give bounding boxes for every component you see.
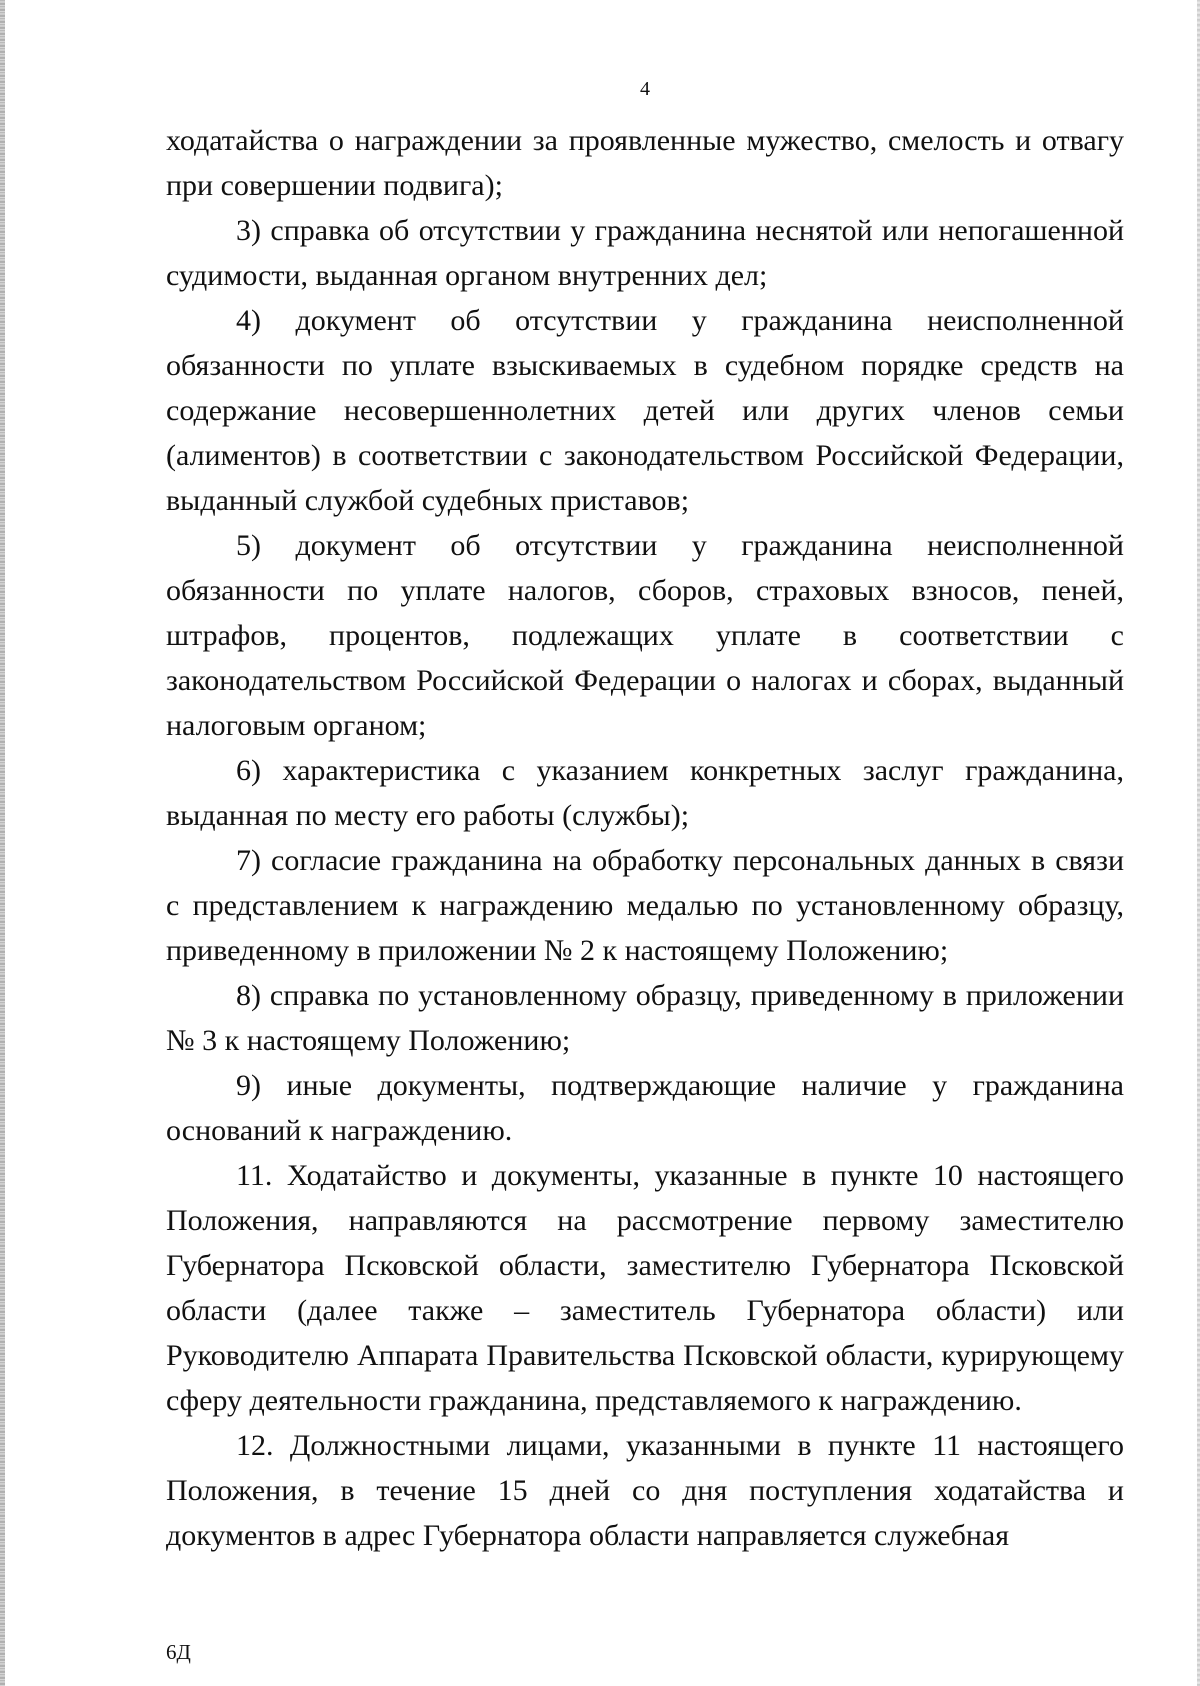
list-item-9: 9) иные документы, подтверждающие наличие у гражданина оснований к награждению. bbox=[166, 1069, 1124, 1147]
paragraph-continuation: ходатайства о награждении за проявленные мужество, смелость и отвагу при совершении подвига); bbox=[166, 124, 1124, 202]
list-item-7: 7) согласие гражданина на обработку персональных данных в связи с представлением к награждению медалью по установленному образцу, приведенному в приложении № 2 к настоящему Положению; bbox=[166, 844, 1124, 967]
footer-code: 6Д bbox=[166, 1640, 191, 1664]
list-item-5: 5) документ об отсутствии у гражданина неисполненной обязанности по уплате налогов, сборов, страховых взносов, пеней, штрафов, процентов, подлежащих уплате в соответствии с законодательством Российской Федерации о налогах и сборах, выданный налоговым органом; bbox=[166, 529, 1124, 742]
clause-11: 11. Ходатайство и документы, указанные в пункте 10 настоящего Положения, направляются на рассмотрение первому заместителю Губернатора Псковской области, заместителю Губернатора Псковской области (далее также – заместитель Губернатора области) или Руководителю Аппарата Правительства Псковской области, курирующему сферу деятельности гражданина, представляемого к награждению. bbox=[166, 1159, 1124, 1417]
clause-12: 12. Должностными лицами, указанными в пункте 11 настоящего Положения, в течение 15 дней со дня поступления ходатайства и документов в адрес Губернатора области направляется служебная bbox=[166, 1429, 1124, 1552]
list-item-8: 8) справка по установленному образцу, приведенному в приложении № 3 к настоящему Положению; bbox=[166, 979, 1124, 1057]
document-body bbox=[166, 118, 1124, 1558]
list-item-4: 4) документ об отсутствии у гражданина неисполненной обязанности по уплате взыскиваемых в судебном порядке средств на содержание несовершеннолетних детей или других членов семьи (алиментов) в соответствии с законодательством Российской Федерации, выданный службой судебных приставов; bbox=[166, 304, 1124, 517]
list-item-6: 6) характеристика с указанием конкретных заслуг гражданина, выданная по месту его работы (службы); bbox=[166, 754, 1124, 832]
scan-left-edge bbox=[0, 0, 5, 1686]
list-item-3: 3) справка об отсутствии у гражданина неснятой или непогашенной судимости, выданная органом внутренних дел; bbox=[166, 214, 1124, 292]
page-number: 4 bbox=[640, 78, 650, 100]
